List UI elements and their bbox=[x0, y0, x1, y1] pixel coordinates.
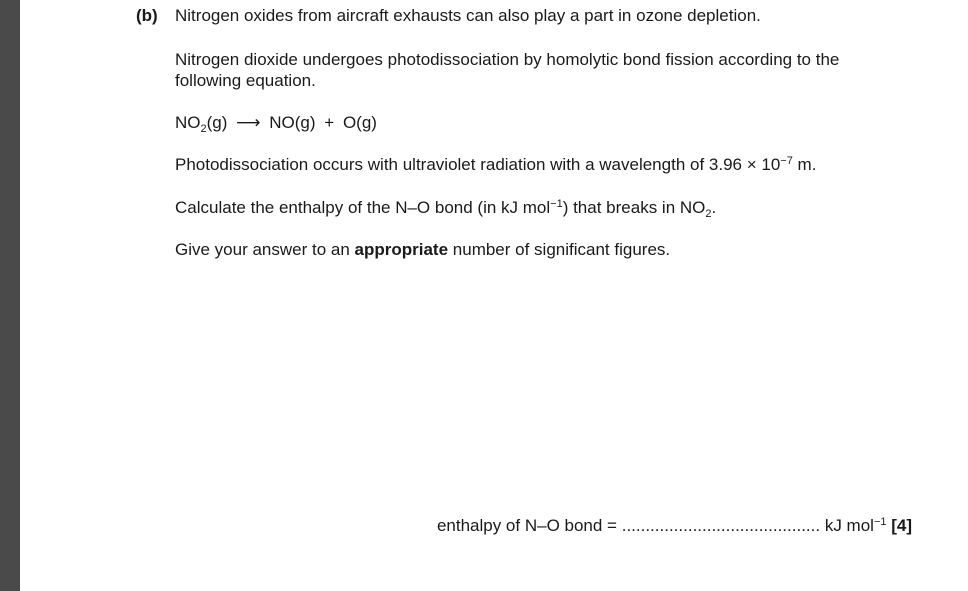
instruction-text-c: . bbox=[711, 198, 717, 217]
reactant: NO bbox=[175, 113, 201, 132]
marks-label: [4] bbox=[891, 516, 912, 535]
sigfig-bold-word: appropriate bbox=[354, 240, 449, 259]
intro-text: Nitrogen oxides from aircraft exhausts can also play a part in ozone depletion. bbox=[175, 6, 761, 25]
sigfig-text-b: number of significant figures. bbox=[448, 240, 671, 259]
wavelength-unit: m. bbox=[792, 155, 817, 174]
sig-fig-instruction bbox=[175, 240, 670, 260]
description-paragraph: Nitrogen dioxide undergoes photodissociation by homolytic bond fission according to the following equation. bbox=[175, 50, 840, 90]
reactant-subscript: 2 bbox=[200, 123, 207, 135]
no2-subscript: 2 bbox=[705, 208, 712, 220]
calculation-instruction bbox=[175, 198, 716, 218]
reactant-state: (g) bbox=[206, 113, 228, 132]
sigfig-text-a: Give your answer to an bbox=[175, 240, 355, 259]
wavelength-statement bbox=[175, 155, 816, 175]
instruction-text-a: Calculate the enthalpy of the N–O bond (in kJ mol bbox=[175, 198, 551, 217]
question-part-label: (b) bbox=[136, 6, 158, 25]
answer-unit: kJ mol bbox=[820, 516, 874, 535]
answer-unit-exponent: −1 bbox=[873, 516, 887, 528]
chemical-equation bbox=[175, 113, 377, 133]
plus-sign: + bbox=[324, 113, 335, 132]
product-2: O(g) bbox=[342, 113, 377, 132]
unit-exponent: −1 bbox=[550, 198, 563, 210]
answer-label: enthalpy of N–O bond = bbox=[436, 516, 622, 535]
left-margin-bar bbox=[0, 0, 20, 591]
instruction-text-b: ) that breaks in NO bbox=[562, 198, 706, 217]
answer-blank[interactable]: .......................................... bbox=[621, 516, 821, 535]
wavelength-exponent: −7 bbox=[780, 155, 793, 167]
answer-line bbox=[437, 516, 912, 536]
product-1: NO(g) bbox=[269, 113, 316, 132]
reaction-arrow: ⟶ bbox=[236, 113, 261, 132]
wavelength-text: Photodissociation occurs with ultraviolet radiation with a wavelength of 3.96 × 10 bbox=[175, 155, 781, 174]
